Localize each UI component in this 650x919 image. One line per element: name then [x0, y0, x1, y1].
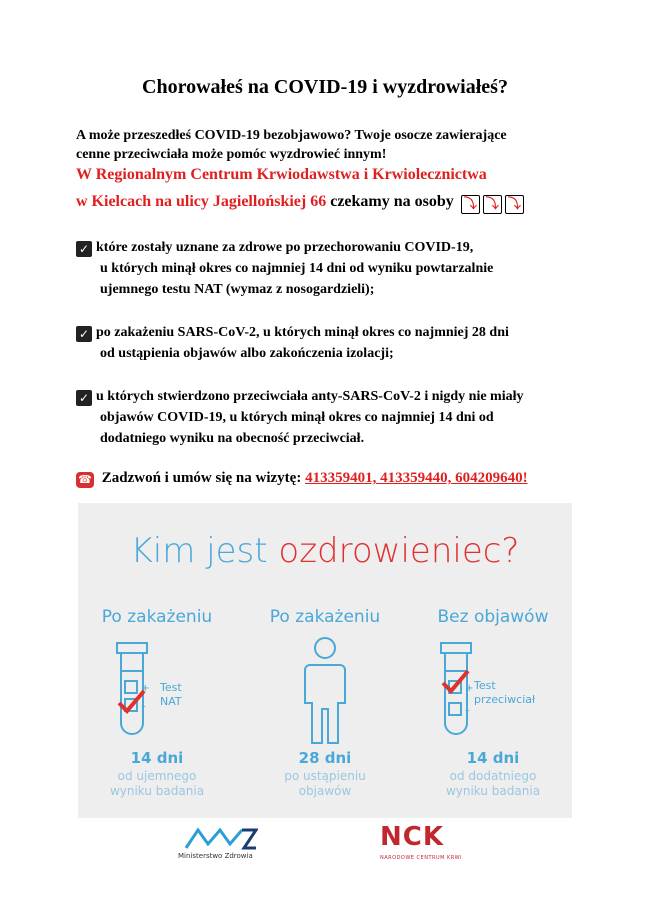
column-heading: Po zakażeniu [269, 607, 381, 627]
waiting-text: czekamy na osoby [330, 193, 454, 210]
page-title: Chorowałeś na COVID-19 i wyzdrowiałeś? [142, 76, 508, 98]
test-tube-icon [114, 641, 164, 741]
address-text: w Kielcach na ulicy Jagiellońskiej 66 [76, 193, 327, 210]
checkmark-icon: ✓ [76, 390, 92, 406]
intro-line-1: A może przeszedłeś COVID-19 bezobjawowo? Twoje osocze zawierające [76, 128, 507, 143]
item-line: u których minął okres co najmniej 14 dni od wyniku powtarzalnie [100, 261, 494, 276]
item-line: po zakażeniu SARS-CoV-2, u których minął okres co najmniej 28 dni [96, 325, 509, 340]
arrow-down-icon: ⤵ [505, 195, 524, 214]
svg-text:+: + [141, 683, 150, 694]
center-address [76, 193, 524, 214]
test-label: Test przeciwciał [474, 679, 536, 706]
column-heading: Bez objawów [437, 607, 549, 627]
intro-line-2: cenne przeciwciała może pomóc wyzdrowieć innym! [76, 147, 387, 162]
infographic-title: Kim jest ozdrowieniec? [130, 531, 520, 571]
infographic [78, 503, 572, 818]
days-description: od dodatniego wyniku badania [445, 769, 541, 798]
svg-text:–: – [465, 705, 470, 716]
criteria-item [76, 386, 586, 449]
nck-logo: NCK [380, 822, 444, 852]
item-line: u których stwierdzono przeciwciała anty-SARS-CoV-2 i nigdy nie miały [96, 389, 524, 404]
item-line: od ustąpienia objawów albo zakończenia izolacji; [100, 346, 394, 361]
call-text: Zadzwoń i umów się na wizytę: [101, 470, 302, 486]
item-line: które zostały uznane za zdrowe po przechorowaniu COVID-19, [96, 240, 474, 255]
arrow-down-icon: ⤵ [483, 195, 502, 214]
criteria-item [76, 322, 586, 364]
arrow-down-icon: ⤵ [461, 195, 480, 214]
call-line [76, 470, 528, 488]
person-icon [300, 635, 350, 747]
phone-icon: ☎ [76, 472, 94, 488]
ministry-logo [184, 826, 258, 850]
svg-text:–: – [141, 701, 146, 712]
intro-text [76, 126, 596, 164]
days-count: 28 dni [298, 749, 352, 767]
phone-numbers-link[interactable]: 413359401, 413359440, 604209640! [305, 470, 528, 486]
days-count: 14 dni [130, 749, 184, 767]
nck-logo-text: NARODOWE CENTRUM KRWI [380, 855, 462, 861]
days-description: po ustąpieniu objawów [284, 769, 366, 798]
ministry-logo-text: Ministerstwo Zdrowia [178, 852, 253, 860]
days-description: od ujemnego wyniku badania [109, 769, 205, 798]
item-line: dodatniego wyniku na obecność przeciwciał. [100, 431, 365, 446]
item-line: ujemnego testu NAT (wymaz z nosogardzieli); [100, 282, 375, 297]
test-label: Test NAT [160, 681, 182, 708]
center-name: W Regionalnym Centrum Krwiodawstwa i Krwiolecznictwa [76, 166, 487, 183]
column-heading: Po zakażeniu [101, 607, 213, 627]
days-count: 14 dni [466, 749, 520, 767]
checkmark-icon: ✓ [76, 326, 92, 342]
criteria-item [76, 237, 586, 300]
item-line: objawów COVID-19, u których minął okres co najmniej 14 dni od [100, 410, 494, 425]
svg-text:+: + [465, 683, 474, 694]
checkmark-icon: ✓ [76, 241, 92, 257]
